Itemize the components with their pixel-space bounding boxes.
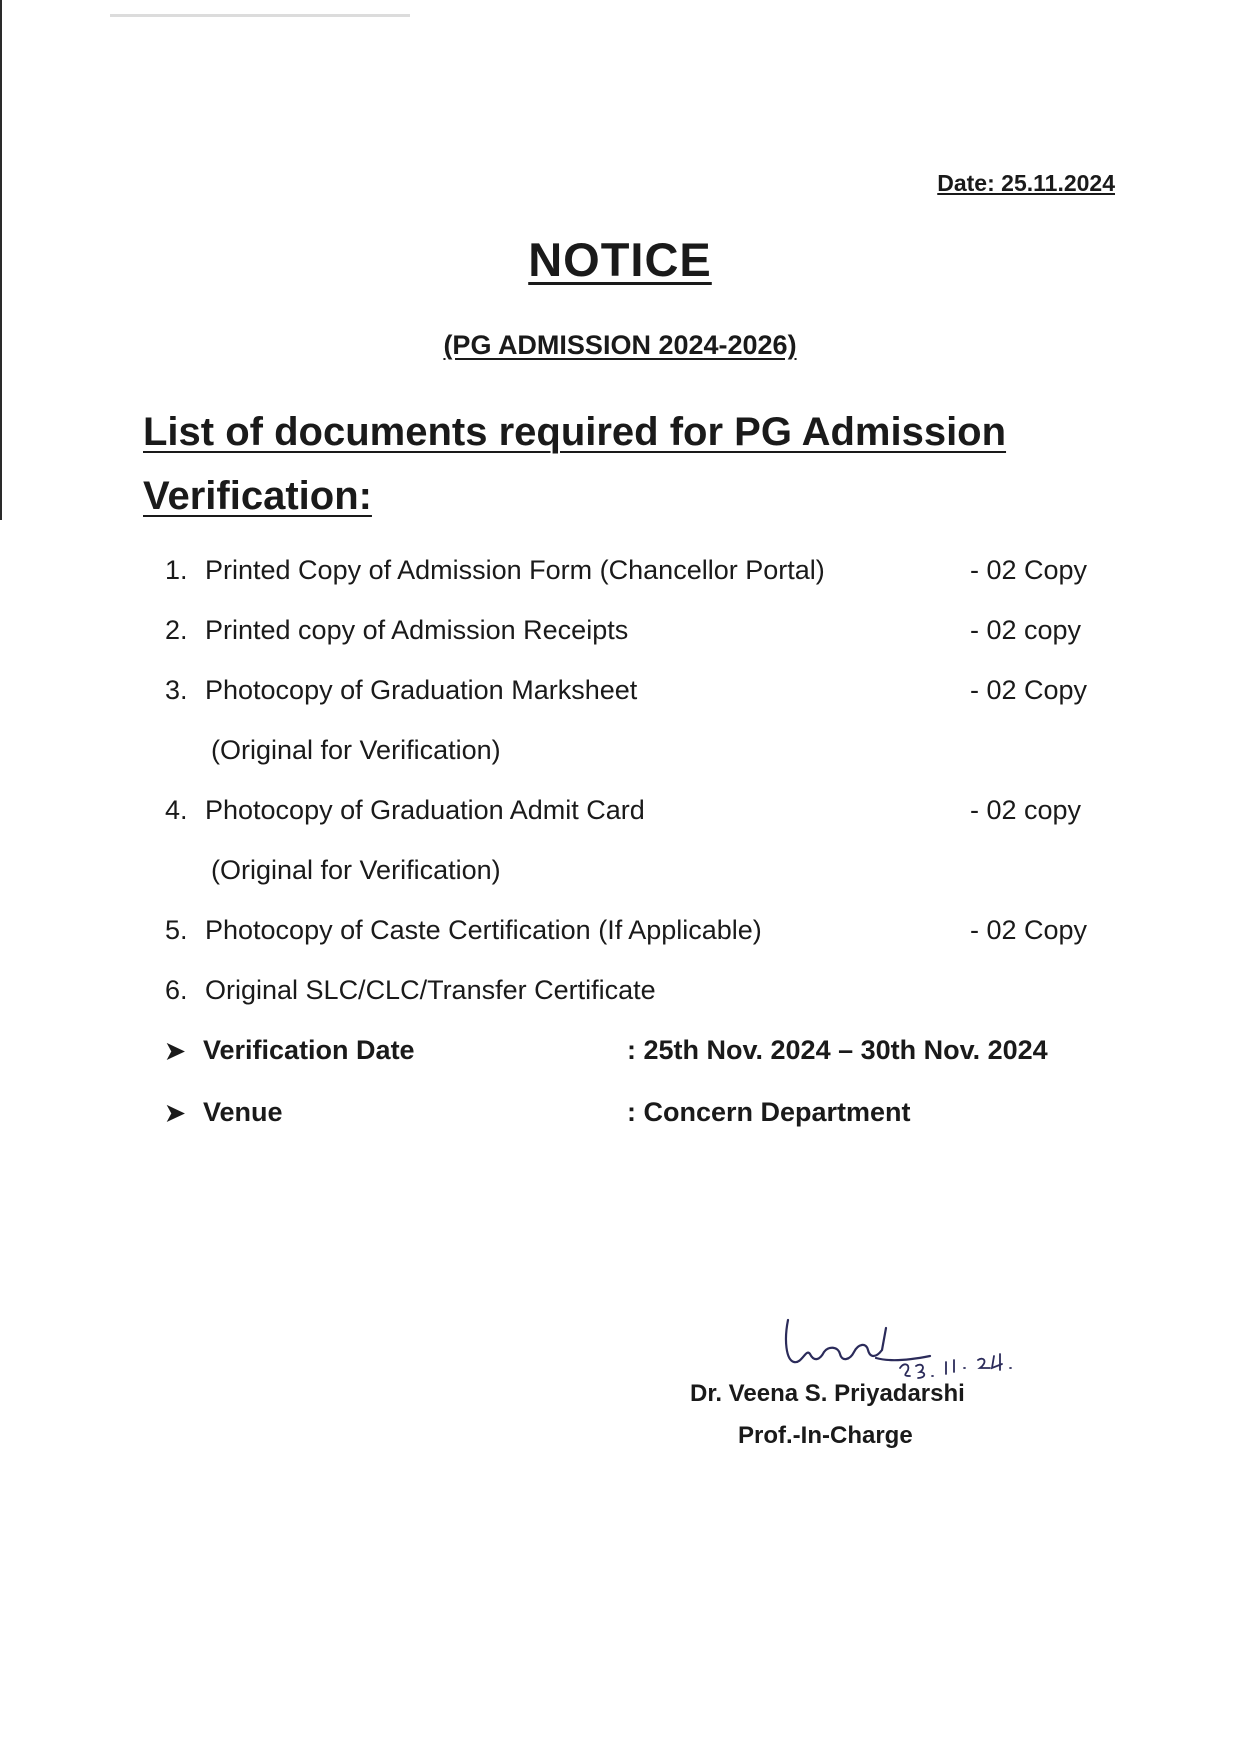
arrow-bullet-icon: ➤ <box>165 1100 186 1127</box>
notice-subtitle-text: (PG ADMISSION 2024-2026) <box>443 330 797 360</box>
notice-subtitle <box>0 330 1240 361</box>
document-item <box>165 915 1125 946</box>
document-text: Photocopy of Graduation Admit Card <box>205 795 645 825</box>
venue-value: : Concern Department <box>627 1097 911 1127</box>
document-copies: - 02 Copy <box>970 555 1088 585</box>
venue-row <box>165 1097 1125 1128</box>
verification-date-label: Verification Date <box>203 1035 415 1065</box>
document-item <box>165 615 1125 646</box>
scan-mark <box>110 14 410 17</box>
document-item <box>165 555 1125 586</box>
document-number: 3. <box>165 675 188 705</box>
document-number: 6. <box>165 975 188 1005</box>
document-number: 4. <box>165 795 188 825</box>
document-note: (Original for Verification) <box>211 735 501 765</box>
document-text: Printed Copy of Admission Form (Chancellor Portal) <box>205 555 825 585</box>
signatory-role: Prof.-In-Charge <box>738 1422 913 1449</box>
document-number: 5. <box>165 915 188 945</box>
verification-date-value: : 25th Nov. 2024 – 30th Nov. 2024 <box>627 1035 1048 1065</box>
venue-label: Venue <box>203 1097 283 1127</box>
arrow-bullet-icon: ➤ <box>165 1038 186 1065</box>
document-copies: - 02 Copy <box>970 675 1088 705</box>
documents-heading: List of documents required for PG Admission Verification: <box>143 410 1007 518</box>
document-text: Photocopy of Caste Certification (If Applicable) <box>205 915 762 945</box>
document-text: Photocopy of Graduation Marksheet <box>205 675 638 705</box>
document-text: Printed copy of Admission Receipts <box>205 615 629 645</box>
document-item <box>165 675 1125 706</box>
verification-date-row <box>165 1035 1125 1066</box>
page-title <box>0 232 1240 287</box>
document-text: Original SLC/CLC/Transfer Certificate <box>205 975 656 1005</box>
document-copies: - 02 copy <box>970 615 1082 645</box>
document-item <box>165 795 1125 826</box>
document-number: 2. <box>165 615 188 645</box>
signatory-name: Dr. Veena S. Priyadarshi <box>690 1380 965 1407</box>
page-title-text: NOTICE <box>528 233 712 286</box>
document-copies: - 02 copy <box>970 795 1082 825</box>
document-copies: - 02 Copy <box>970 915 1088 945</box>
document-number: 1. <box>165 555 188 585</box>
document-item <box>165 975 1125 1006</box>
document-note: (Original for Verification) <box>211 855 501 885</box>
handwritten-signature <box>780 1310 1040 1380</box>
notice-date: Date: 25.11.2024 <box>937 170 1115 196</box>
